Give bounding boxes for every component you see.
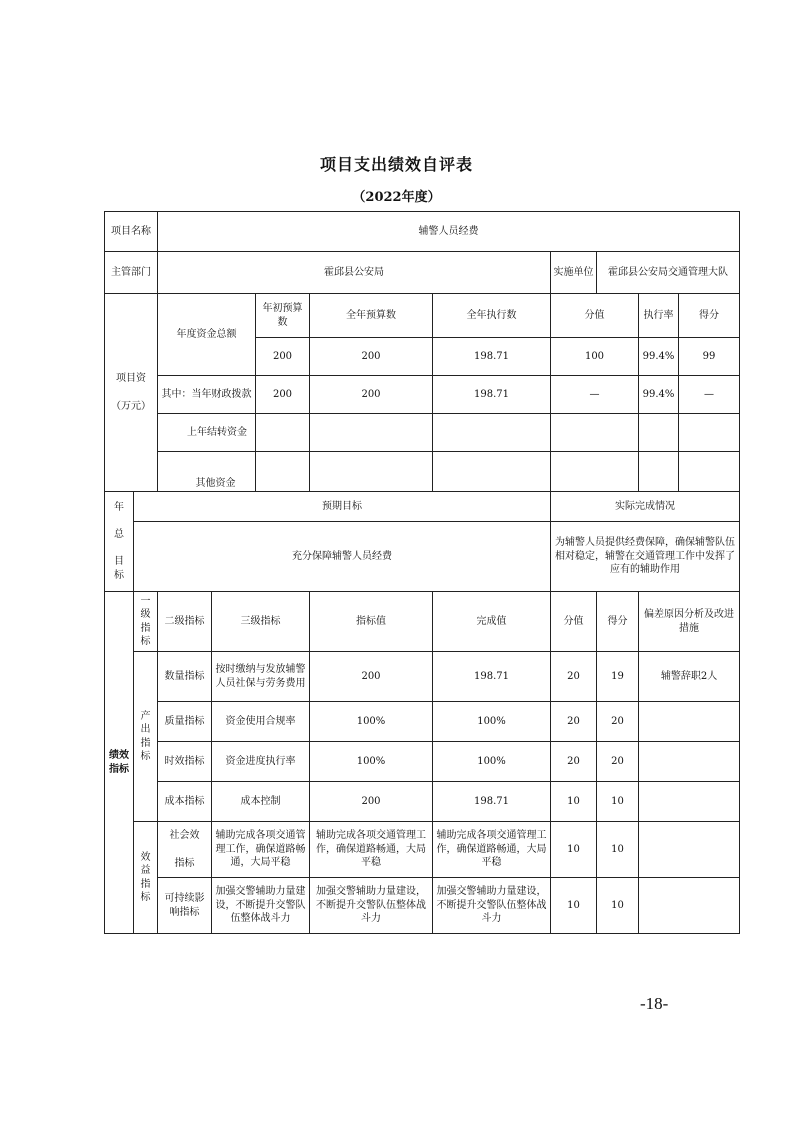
output-target: 200 [310, 782, 433, 822]
project-name-label: 项目名称 [105, 212, 158, 252]
benefit-level2: 可持续影响指标 [158, 878, 212, 934]
dept-label: 主管部门 [105, 252, 158, 294]
header-level3: 三级指标 [212, 592, 310, 652]
funds-section-label: 项目资 （万元） [105, 294, 158, 492]
funds-other-full [310, 452, 433, 492]
output-score-value: 20 [551, 652, 597, 702]
goals-section-label: 年 总 目 标 [105, 492, 134, 592]
benefit-actual: 辅助完成各项交通管理工作，确保道路畅通，大局平稳 [433, 822, 551, 878]
benefit-level3: 辅助完成各项交通管理工作，确保道路畅通，大局平稳 [212, 822, 310, 878]
funds-row-total-label: 年度资金总额 [158, 294, 256, 376]
funds-total-initial: 200 [256, 338, 310, 376]
impl-value: 霍邱县公安局交通管理大队 [597, 252, 740, 294]
funds-carryover-rate [639, 414, 679, 452]
funds-fiscal-rate: 99.4% [639, 376, 679, 414]
benefit-score: 10 [597, 822, 639, 878]
output-level3: 资金使用合规率 [212, 702, 310, 742]
output-level3: 成本控制 [212, 782, 310, 822]
dept-value: 霍邱县公安局 [158, 252, 551, 294]
header-exec-rate: 执行率 [639, 294, 679, 338]
output-target: 200 [310, 652, 433, 702]
funds-total-rate: 99.4% [639, 338, 679, 376]
benefit-deviation [639, 822, 740, 878]
header-full-budget: 全年预算数 [310, 294, 433, 338]
funds-carryover-full [310, 414, 433, 452]
funds-carryover-score-value [551, 414, 639, 452]
funds-other-rate [639, 452, 679, 492]
header-target: 指标值 [310, 592, 433, 652]
header-initial-budget: 年初预算数 [256, 294, 310, 338]
benefit-level3: 加强交警辅助力量建设，不断提升交警队伍整体战斗力 [212, 878, 310, 934]
output-level2: 质量指标 [158, 702, 212, 742]
funds-row-other-label: 其他资金 [158, 452, 256, 492]
header-level2: 二级指标 [158, 592, 212, 652]
page-number: -18- [640, 994, 669, 1013]
output-score: 20 [597, 742, 639, 782]
output-score-value: 10 [551, 782, 597, 822]
output-indicators-label: 产出指标 [134, 652, 158, 822]
output-deviation [639, 702, 740, 742]
benefit-deviation [639, 878, 740, 934]
output-score: 10 [597, 782, 639, 822]
benefit-indicators-label: 效益指标 [134, 822, 158, 934]
goals-actual-value: 为辅警人员提供经费保障，确保辅警队伍相对稳定，辅警在交通管理工作中发挥了应有的辅助作用 [551, 522, 740, 592]
output-deviation: 辅警辞职2人 [639, 652, 740, 702]
benefit-actual: 加强交警辅助力量建设，不断提升交警队伍整体战斗力 [433, 878, 551, 934]
funds-fiscal-exec: 198.71 [433, 376, 551, 414]
page-subtitle: （2022年度） [352, 190, 441, 205]
funds-other-score-value [551, 452, 639, 492]
output-level3: 资金进度执行率 [212, 742, 310, 782]
funds-total-full: 200 [310, 338, 433, 376]
funds-carryover-score [679, 414, 740, 452]
output-actual: 198.71 [433, 782, 551, 822]
funds-fiscal-initial: 200 [256, 376, 310, 414]
benefit-target: 加强交警辅助力量建设，不断提升交警队伍整体战斗力 [310, 878, 433, 934]
benefit-level2: 社会效 指标 [158, 822, 212, 878]
page-title: 项目支出绩效自评表 [319, 155, 473, 174]
goals-expected-label: 预期目标 [134, 492, 551, 522]
benefit-score: 10 [597, 878, 639, 934]
funds-other-exec [433, 452, 551, 492]
output-target: 100% [310, 702, 433, 742]
funds-total-exec: 198.71 [433, 338, 551, 376]
goals-actual-label: 实际完成情况 [551, 492, 740, 522]
header-ind-score-value: 分值 [551, 592, 597, 652]
funds-total-score: 99 [679, 338, 740, 376]
funds-row-carryover-label: 上年结转资金 [158, 414, 256, 452]
output-level3: 按时缴纳与发放辅警人员社保与劳务费用 [212, 652, 310, 702]
output-deviation [639, 742, 740, 782]
project-name-value: 辅警人员经费 [158, 212, 740, 252]
output-score-value: 20 [551, 702, 597, 742]
funds-fiscal-full: 200 [310, 376, 433, 414]
output-actual: 100% [433, 742, 551, 782]
funds-fiscal-score: — [679, 376, 740, 414]
header-score: 得分 [679, 294, 740, 338]
goals-expected-value: 充分保障辅警人员经费 [134, 522, 551, 592]
indicators-section-label: 绩效指标 [105, 592, 134, 934]
output-score: 20 [597, 702, 639, 742]
funds-other-initial [256, 452, 310, 492]
output-level2: 数量指标 [158, 652, 212, 702]
benefit-target: 辅助完成各项交通管理工作，确保道路畅通，大局平稳 [310, 822, 433, 878]
funds-carryover-initial [256, 414, 310, 452]
output-level2: 时效指标 [158, 742, 212, 782]
output-level2: 成本指标 [158, 782, 212, 822]
header-level1: 一级指标 [134, 592, 158, 652]
output-deviation [639, 782, 740, 822]
header-actual: 完成值 [433, 592, 551, 652]
output-score-value: 20 [551, 742, 597, 782]
performance-evaluation-table [104, 211, 740, 934]
funds-carryover-exec [433, 414, 551, 452]
header-score-value: 分值 [551, 294, 639, 338]
output-score: 19 [597, 652, 639, 702]
output-target: 100% [310, 742, 433, 782]
funds-row-fiscal-label: 其中：当年财政拨款 [158, 376, 256, 414]
header-deviation: 偏差原因分析及改进措施 [639, 592, 740, 652]
impl-label: 实施单位 [551, 252, 597, 294]
output-actual: 100% [433, 702, 551, 742]
funds-fiscal-score-value: — [551, 376, 639, 414]
benefit-score-value: 10 [551, 878, 597, 934]
header-full-exec: 全年执行数 [433, 294, 551, 338]
funds-other-score [679, 452, 740, 492]
header-ind-score: 得分 [597, 592, 639, 652]
funds-total-score-value: 100 [551, 338, 639, 376]
output-actual: 198.71 [433, 652, 551, 702]
benefit-score-value: 10 [551, 822, 597, 878]
